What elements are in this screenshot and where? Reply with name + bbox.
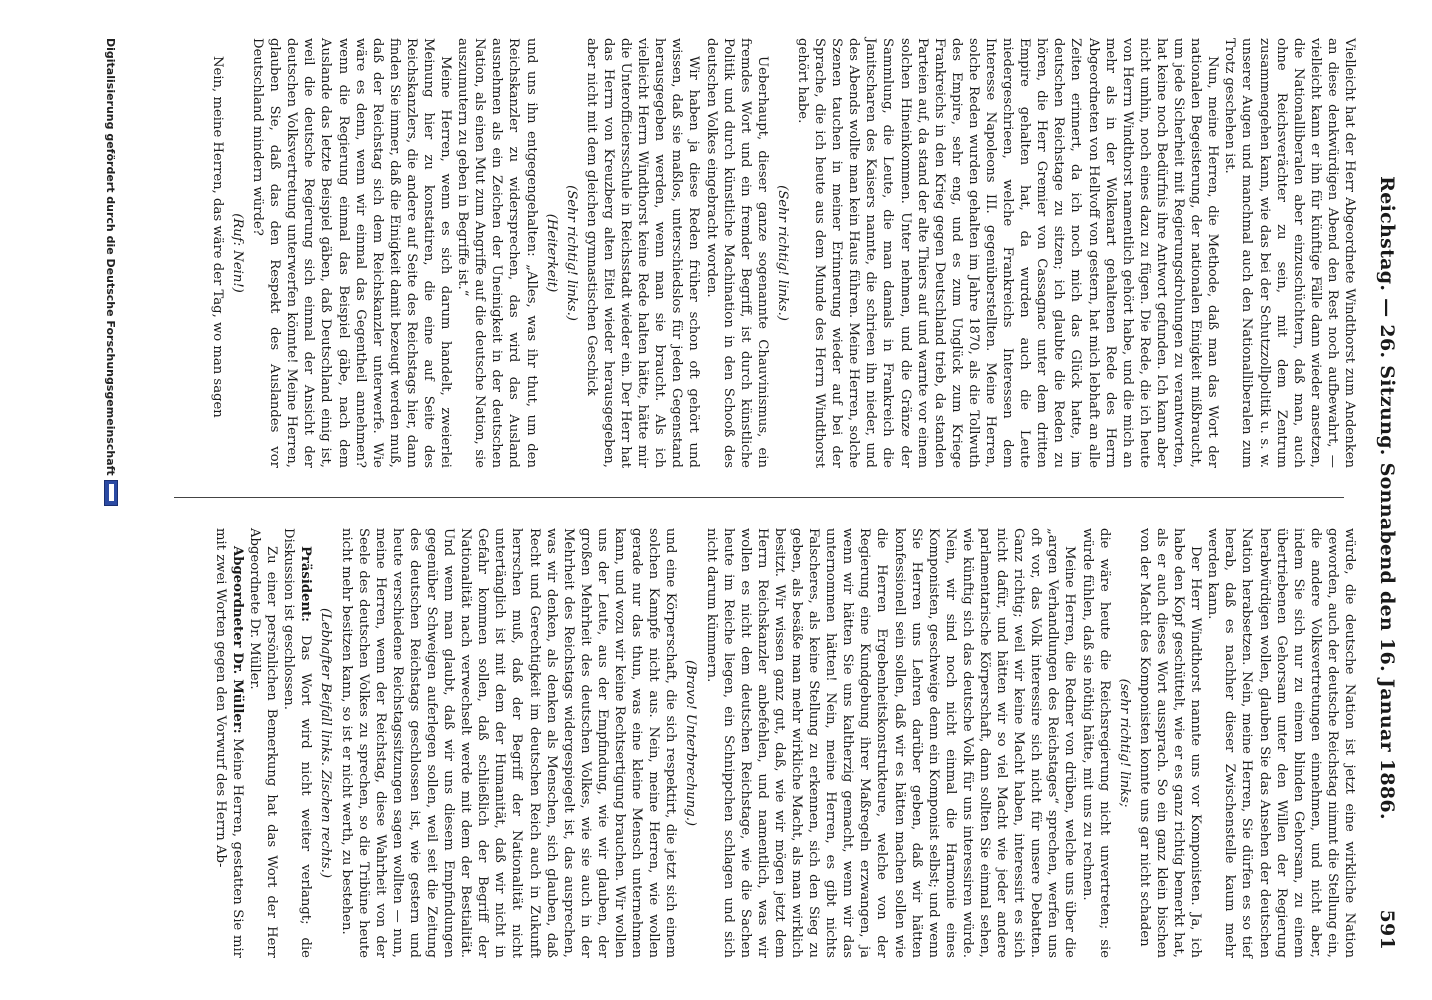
document-page: [84, 18, 1404, 978]
left-column: [209, 38, 1358, 468]
paragraph: würde, die deutsche Nation ist jetzt eine wirkliche Nation geworden, auch der deutsche Reichstag nimmt die Stellung ein, die andere Volksvertretungen einnehmen, und nicht aber, indem Sie sich nur zu einem blinden Gehorsam, zu einem übertriebenen Gehorsam unter den Willen der Regierung herabwürdigen wollen, glauben Sie das Ansehen der deutschen Nation herabsetzen. Nein, meine Herren, Sie dürfen es so tief herab, daß es nachher dieser Zwischenstelle kaum mehr werden kann.: [1205, 528, 1357, 958]
paragraph: die wäre heute die Reichsregierung nicht unvertreten; sie würde fühlen, daß sie nöthig hätte, mit uns zu rechnen.: [1079, 528, 1112, 958]
digitization-footer: [104, 38, 118, 506]
dfg-logo-icon: [104, 480, 118, 506]
interjection-note: (Ruf: Nein!): [230, 213, 245, 293]
speaker-label: Abgeordneter Dr. Müller:: [230, 546, 245, 734]
paragraph: Zu einer persönlichen Bemerkung hat das Wort der Herr Abgeordnete Dr. Müller.: [247, 528, 280, 958]
applause-note: (Sehr richtig! links.): [774, 185, 790, 321]
applause-note: (Lebhafter Beifall links. Zischen rechts.): [318, 607, 334, 879]
president-label: Präsident:: [298, 546, 314, 623]
applause-note: (Sehr richtig! links.): [563, 185, 579, 321]
page-number: 591: [1376, 909, 1398, 950]
paragraph: Ueberhaupt, dieser ganze sogenannte Chauvinismus, ein fremdes Wort und ein fremder Begriff, ist durch künstliche Politik und durch künstliche Machination in den Schooß des deutschen Volkes eingebracht worden.: [703, 38, 770, 468]
paragraph: Meine Herren, wenn es sich darum handelt, zweierlei Meinung hier zu konstatiren, die eine auf Seite des Reichskanzlers, die andere auf Seite des Reichstags hier, dann finden Sie immer, daß die Einigkeit damit bezeugt werden muß, daß der Reichstag sich dem Reichskanzler unterwerfe. Wie wäre es denn, wenn wir einmal das Gegentheil annehmen? wenn die Regierung einmal das Beispiel gäbe, nach dem Auslande das letzte Beispiel gäben, daß Deutschland einig ist, weil die deutsche Regierung sich einmal der Ansicht der deutschen Volksvertretung unterwerfen könnte! Meine Herren, glauben Sie, daß das den Respekt des Auslandes vor Deutschland mindern würde?: [250, 38, 454, 468]
paragraph: und eine Körperschaft, die sich respektirt, die jetzt sich einem solchen Kampfe nicht aus. Nein, meine Herren, wie wollen gerade nur das thun, was eine kleine Mensch unternehmen kann, und wozu wir keine Rechtsertigung brauchen. Wir wollen uns der Leute, aus der Empfindung, wie wir glauben, der großen Mehrheit des deutschen Volkes, wie sie auch in der Mehrheit des Reichstags widergespiegelt ist, das ausprechen, was wir denken, als denken als Menschen, sich glauben, daß Recht und Gerechtigkeit im deutschen Reich auch in Zukunft herrschen muß, daß der Begriff der Nationalität nicht untertänglich ist mit dem der Humanität, daß wir nicht in Gefahr kommen sollen, daß schließlich der Begriff der Nationalität nach verwechselt werde mit dem der Bestialität. Und wenn man glaubt, daß wir uns diesem Empfindungen gegenüber Schweigen auferlegen sollen, weil seit die Zeitung des deutschen Reichstags geschlossen ist, wie gestern und heute verschiedene Reichstagssitzungen sagen wollten — nun, meine Herren, wenn der Reichstag, diese Wahrheit von der Seele des deutschen Volkes zu sprechen, so die Tribüne heute nicht mehr besitzen kann, so ist er nicht werth, zu bestehen.: [338, 528, 679, 958]
paragraph: Meine Herren, die Redner von drüben, welche uns über die „argen Verhandlungen des Reichstages“ sprechen, werfen uns oft vor, das Volk interessire sich nicht für unsere Debatten. Ganz richtig; weil wir keine Macht haben, interessirt es sich nicht dafür, und hätten wir so viel Macht wie jeder andere parlamentarische Körperschaft, dann sollten Sie einmal sehen, wie künftig sich das deutsche Volk für uns interessiren würde. Nein, wir sind noch nicht einmal die Harmonie eines Komponisten, geschweige denn ein Komponist selbst; und wenn Sie Herren uns Lehren darüber geben, daß wir hätten konfessionell sein sollen, daß wir es hätten machen sollen wie die Herren Ergebenheitskonstrukteure, welche von der Regierung eine Kundgebung ihrer Maßregeln erzwangen, ja wenn wir hätten Sie uns kaltherzig gemacht, wenn wir das unternommen hätten! Nein, meine Herren, es gibt nichts Falscheres, als keine Stellung zu erkennen, sich den Sieg zu geben, als besäße man mehr wirkliche Macht, als man wirklich besitzt. Wir wissen ganz gut, daß, wie wir mögen jetzt dem Herrn Reichskanzler anbefehlen, und namentlich, was wir wollen es nicht dem deutschen Reichstage, wie die Sachen heute im Reiche liegen, ein Schnippchen schlagen und sich nicht darum kümmern.: [703, 528, 1078, 958]
laughter-note: (Heiterkeit): [543, 213, 559, 293]
president-statement: [280, 528, 314, 958]
applause-note: (Bravo! Unterbrechung.): [683, 659, 699, 827]
column-divider: [174, 497, 1344, 498]
footer-text: Digitalisierung gefördert durch die Deutsche Forschungsgemeinschaft: [104, 38, 118, 476]
right-column: [212, 528, 1358, 958]
president-text: Das Wort wird nicht weiter verlangt; die Diskussion ist geschlossen.: [281, 528, 314, 958]
paragraph: Nein, meine Herren, das wäre der Tag, wo man sagen: [209, 56, 225, 418]
speaker-text: Meine Herren, gestatten Sie mir mit zwei Worten gegen den Vorwurf des Herrn Ab-: [212, 528, 245, 958]
page-title: Reichstag. — 26. Sitzung. Sonnabend den 16. Januar 1886.: [1376, 176, 1398, 820]
paragraph: Wir haben ja diese Reden früher schon oft gehört und wissen, daß sie maßlos, unterschiedslos für jeden Gegenstand herausgegeben werden, wenn man sie braucht. Als ich vielleicht Herrn Windthorst keine Rede halten hätte, hätte mir die Unterofficiersschule in Reichsstadt wieder ein. Der Herr hat das Herrn von Kreuzberg alten Eitel wieder herausgegeben, aber nicht mit dem gleichen gymnastischen Geschick: [583, 38, 702, 468]
page-header: [1364, 38, 1404, 958]
speaker-statement: [212, 528, 246, 958]
paragraph: Nun, meine Herren, die Methode, daß man das Wort der nationalen Begeisterung, der nationalen Einigkeit mißbraucht, um jede Sicherheit mit Regierungsdrohungen zu verantworten, hat keine noch Bedürfnis ihre Antwort gefunden. Ich kann aber nicht umhin, noch eines dazu zu fügen. Die Rede, die ich heute von Herrn Windthorst namentlich gehört habe, und die mich an mehr als in der Wolkenart gehaltenen Rede des Herrn Abgeordneten von Hellvoff von gestern, hat mich lebhaft an alle Zeiten erinnert, da ich noch mich das Glück hatte, im deutschen Reichstage zu sitzen; ich glaubte die Reden zu hören, die Herr Gremier von Cassagnac unter dem dritten Empire gehalten hat, da wurden auch die Leute niedergeschrieen, welche Frankreichs Interessen dem Interesse Napoleons III. gegenüberstellten. Meine Herren, solche Reden wurden gehalten im Jahre 1870, als die Tollwuth des Empire, sehr eng, und es zum Unglück zum Kriege Frankreichs in den Krieg gegen Deutschland trieb, da standen Parteien auf, da stand der alte Thiers auf und warnte vor einem solchen Hineinkommen. Unter nehmen, und die Gränze der Sammlung, die Leute, die man damals in Frankreich die Janitscharen des Kaisers nannte, die schrieen ihn nieder, und des Abends wollte man kein Haus führen. Meine Herren, solche Szenen tauchen in meiner Erinnerung wieder auf bei der Sprache, die ich heute aus dem Munde des Herrn Windthorst gehört habe.: [795, 38, 1221, 468]
paragraph: und uns ihn entgegengehalten: „Alles, was ihr thut, um den Reichskanzler zu widersprechen, das wird das Ausland ausnehmen als ein Zeichen der Uneinigkeit in der deutschen Nation, als einen Mut zum Angriffe auf die deutsche Nation, sie auszumutern zu geben in Begriffe ist.“: [455, 38, 539, 468]
paragraph: Vielleicht hat der Herr Abgeordnete Windthorst zum Andenken an diese denkwürdigen Abend den Rest noch aufbewahrt, — vielleicht kann er ihn für künftige Fälle dann wieder ansetzen, die Nationalliberalen aber einzuschüchtern, daß man, auch ohne Reichsverächter zu sein, mit dem Zentrum zusammengehen kann, wie das bei der Schutzzollpolitik u. s. w. unserer Augen und manchmal auch den Nationalliberalen zum Trotz geschehen ist.: [1222, 38, 1357, 468]
applause-note: (sehr richtig! links;: [1116, 678, 1132, 808]
paragraph: Der Herr Windthorst nannte uns vor Komponisten. Ja, ich habe den Kopf geschüttelt, wie er es ganz richtig bemerkt hat, als er auch dieses Wort aussprach. So ein ganz klein bischen von der Macht des Komponisten konnte uns gar nicht schaden: [1136, 528, 1204, 958]
